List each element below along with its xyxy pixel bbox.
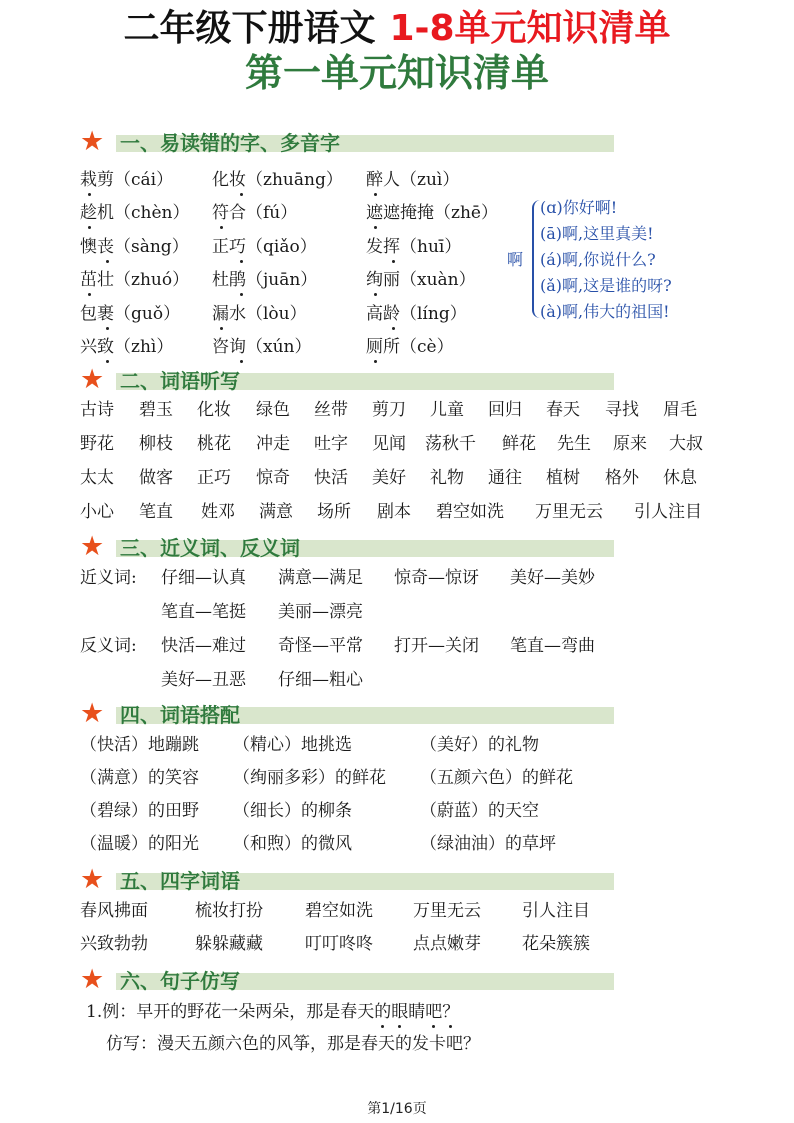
emphasis-dot xyxy=(106,360,109,363)
collocation-item: （和煦）的微风 xyxy=(233,834,352,854)
dictation-word: 姓邓 xyxy=(201,502,235,522)
emphasis-dot xyxy=(374,226,377,229)
dictation-word: 休息 xyxy=(663,468,697,488)
emphasis-dot xyxy=(374,360,377,363)
dictation-word: 美好 xyxy=(372,468,406,488)
star-icon: ★ xyxy=(80,864,105,895)
section-label: 一、易读错的字、多音字 xyxy=(120,131,340,155)
page-title xyxy=(0,6,794,52)
emphasis-dot xyxy=(432,1025,435,1028)
pron-item: 杜鹃（juān） xyxy=(212,270,318,290)
synonym-pair: 美丽—漂亮 xyxy=(278,602,363,622)
emphasis-dot xyxy=(398,1025,401,1028)
title-unit-range: 1-8单元知识清单 xyxy=(389,8,671,49)
collocation-item: （满意）的笑容 xyxy=(80,768,199,788)
dictation-word: 格外 xyxy=(605,468,639,488)
collocation-item: （碧绿）的田野 xyxy=(80,801,199,821)
section-label: 三、近义词、反义词 xyxy=(120,536,300,560)
dictation-word: 荡秋千 xyxy=(425,434,476,454)
dictation-word: 碧空如洗 xyxy=(436,502,504,522)
idiom: 花朵簇簇 xyxy=(522,934,590,954)
emphasis-dot xyxy=(220,327,223,330)
dictation-word: 礼物 xyxy=(430,468,464,488)
section-label: 六、句子仿写 xyxy=(120,969,240,993)
collocation-item: （绿油油）的草坪 xyxy=(420,834,556,854)
polyphone-char: 啊 xyxy=(507,250,524,269)
pron-item: 茁壮（zhuó） xyxy=(80,270,190,290)
dictation-word: 做客 xyxy=(139,468,173,488)
collocation-item: （精心）地挑选 xyxy=(233,735,352,755)
dictation-word: 满意 xyxy=(259,502,293,522)
synonym-pair: 满意—满足 xyxy=(278,568,363,588)
pron-item: 趁机（chèn） xyxy=(80,203,190,223)
synonym-label: 近义词: xyxy=(80,568,137,588)
dictation-word: 植树 xyxy=(546,468,580,488)
emphasis-dot xyxy=(106,327,109,330)
emphasis-dot xyxy=(240,260,243,263)
section-header-dictation xyxy=(80,364,614,395)
dictation-word: 绿色 xyxy=(256,400,290,420)
pron-item: 正巧（qiǎo） xyxy=(212,237,317,257)
idiom: 万里无云 xyxy=(413,901,481,921)
pron-item: 化妆（zhuāng） xyxy=(212,170,343,190)
polyphone-item: (ɑ)你好啊! xyxy=(540,198,618,217)
dictation-word: 快活 xyxy=(314,468,348,488)
dictation-word: 碧玉 xyxy=(139,400,173,420)
star-icon: ★ xyxy=(80,698,105,729)
synonym-pair: 惊奇—惊讶 xyxy=(394,568,479,588)
section-label: 五、四字词语 xyxy=(120,869,240,893)
pron-item: 栽剪（cái） xyxy=(80,170,174,190)
antonym-pair: 奇怪—平常 xyxy=(278,636,363,656)
collocation-item: （快活）地蹦跳 xyxy=(80,735,199,755)
collocation-item: （绚丽多彩）的鲜花 xyxy=(233,768,386,788)
page-number: 第1/16页 xyxy=(367,1101,427,1117)
example-sentence: 1.例：早开的野花一朵两朵，那是春天的眼睛吧？ xyxy=(86,1002,460,1022)
emphasis-dot xyxy=(88,193,91,196)
emphasis-dot xyxy=(392,260,395,263)
dictation-word: 剧本 xyxy=(377,502,411,522)
section-header-synonyms xyxy=(80,531,614,562)
section-header-sentences xyxy=(80,964,614,995)
dictation-word: 桃花 xyxy=(197,434,231,454)
dictation-word: 回归 xyxy=(488,400,522,420)
star-icon: ★ xyxy=(80,964,105,995)
polyphone-item: (ǎ)啊,这是谁的呀? xyxy=(540,276,672,295)
antonym-label: 反义词: xyxy=(80,636,137,656)
pron-item: 懊丧（sàng） xyxy=(80,237,189,257)
idiom: 梳妆打扮 xyxy=(195,901,263,921)
section-header-pronunciation xyxy=(80,126,614,157)
dictation-word: 丝带 xyxy=(314,400,348,420)
dictation-word: 春天 xyxy=(546,400,580,420)
dictation-word: 惊奇 xyxy=(256,468,290,488)
pron-item: 醉人（zuì） xyxy=(366,170,460,190)
pron-item: 符合（fú） xyxy=(212,203,298,223)
section-header-collocations xyxy=(80,698,614,729)
emphasis-dot xyxy=(374,193,377,196)
dictation-word: 小心 xyxy=(80,502,114,522)
emphasis-dot xyxy=(88,293,91,296)
emphasis-dot xyxy=(240,293,243,296)
dictation-word: 儿童 xyxy=(430,400,464,420)
idiom: 引人注目 xyxy=(522,901,590,921)
antonym-pair: 快活—难过 xyxy=(161,636,246,656)
pron-item: 绚丽（xuàn） xyxy=(366,270,476,290)
collocation-item: （温暖）的阳光 xyxy=(80,834,199,854)
idiom: 叮叮咚咚 xyxy=(305,934,373,954)
pron-item: 包裹（guǒ） xyxy=(80,304,181,324)
dictation-word: 太太 xyxy=(80,468,114,488)
polyphone-item: (ā)啊,这里真美! xyxy=(540,224,654,243)
collocation-item: （蔚蓝）的天空 xyxy=(420,801,539,821)
antonym-pair: 打开—关闭 xyxy=(394,636,479,656)
dictation-word: 野花 xyxy=(80,434,114,454)
title-grade: 二年级下册语文 xyxy=(123,8,376,49)
dictation-word: 大叔 xyxy=(669,434,703,454)
section-label: 四、词语搭配 xyxy=(120,703,240,727)
dictation-word: 剪刀 xyxy=(372,400,406,420)
antonym-pair: 美好—丑恶 xyxy=(161,670,246,690)
emphasis-dot xyxy=(240,193,243,196)
pron-item: 发挥（huī） xyxy=(366,237,462,257)
polyphone-item: (à)啊,伟大的祖国! xyxy=(540,302,670,321)
dictation-word: 原来 xyxy=(613,434,647,454)
antonym-pair: 笔直—弯曲 xyxy=(510,636,595,656)
emphasis-dot xyxy=(381,1025,384,1028)
dictation-word: 化妆 xyxy=(197,400,231,420)
dictation-word: 鲜花 xyxy=(502,434,536,454)
dictation-word: 场所 xyxy=(317,502,351,522)
collocation-item: （细长）的柳条 xyxy=(233,801,352,821)
emphasis-dot xyxy=(374,293,377,296)
collocation-item: （五颜六色）的鲜花 xyxy=(420,768,573,788)
polyphone-item: (á)啊,你说什么? xyxy=(540,250,656,269)
star-icon: ★ xyxy=(80,364,105,395)
dictation-word: 柳枝 xyxy=(139,434,173,454)
dictation-word: 先生 xyxy=(557,434,591,454)
idiom: 点点嫩芽 xyxy=(413,934,481,954)
pron-item: 高龄（líng） xyxy=(366,304,467,324)
dictation-word: 眉毛 xyxy=(663,400,697,420)
dictation-word: 见闻 xyxy=(372,434,406,454)
pron-item: 兴致（zhì） xyxy=(80,337,174,357)
imitation-sentence: 仿写：漫天五颜六色的风筝，那是春天的发卡吧？ xyxy=(106,1034,480,1054)
emphasis-dot xyxy=(106,260,109,263)
emphasis-dot xyxy=(392,327,395,330)
dictation-word: 冲走 xyxy=(256,434,290,454)
collocation-item: （美好）的礼物 xyxy=(420,735,539,755)
section-header-idioms xyxy=(80,864,614,895)
pron-item: 厕所（cè） xyxy=(366,337,454,357)
dictation-word: 古诗 xyxy=(80,400,114,420)
emphasis-dot xyxy=(88,226,91,229)
antonym-pair: 仔细—粗心 xyxy=(278,670,363,690)
star-icon: ★ xyxy=(80,531,105,562)
dictation-word: 引人注目 xyxy=(634,502,702,522)
pron-item: 遮遮掩掩（zhē） xyxy=(366,203,498,223)
dictation-word: 吐字 xyxy=(314,434,348,454)
synonym-pair: 美好—美妙 xyxy=(510,568,595,588)
idiom: 躲躲藏藏 xyxy=(195,934,263,954)
dictation-word: 正巧 xyxy=(197,468,231,488)
idiom: 碧空如洗 xyxy=(305,901,373,921)
emphasis-dot xyxy=(220,226,223,229)
emphasis-dot xyxy=(449,1025,452,1028)
dictation-word: 寻找 xyxy=(605,400,639,420)
dictation-word: 通往 xyxy=(488,468,522,488)
section-label: 二、词语听写 xyxy=(120,369,240,393)
pron-item: 咨询（xún） xyxy=(212,337,312,357)
dictation-word: 笔直 xyxy=(139,502,173,522)
idiom: 兴致勃勃 xyxy=(80,934,148,954)
synonym-pair: 仔细—认真 xyxy=(161,568,246,588)
synonym-pair: 笔直—笔挺 xyxy=(161,602,246,622)
emphasis-dot xyxy=(240,360,243,363)
unit-title: 第一单元知识清单 xyxy=(244,50,549,95)
idiom: 春风拂面 xyxy=(80,901,148,921)
dictation-word: 万里无云 xyxy=(535,502,603,522)
pron-item: 漏水（lòu） xyxy=(212,304,307,324)
star-icon: ★ xyxy=(80,126,105,157)
